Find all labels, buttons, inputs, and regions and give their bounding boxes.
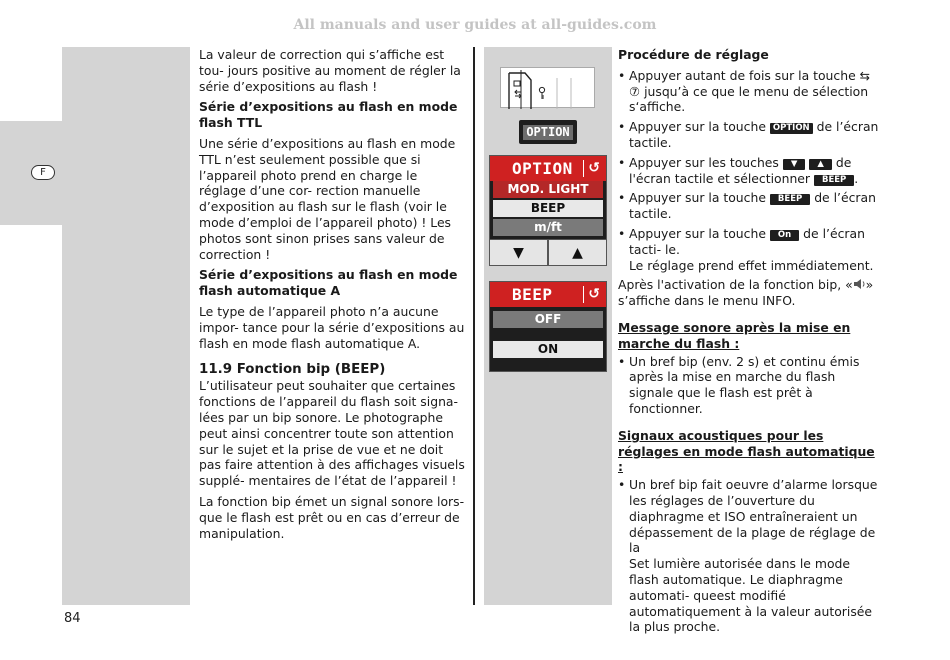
beep-key-icon: BEEP [814,175,854,186]
page-number: 84 [64,611,81,626]
menu-item-beep[interactable]: BEEP [493,200,603,217]
beep-intro: L’utilisateur peut souhaiter que certaines fonctions de l’appareil du flash soit signa- lées par un bip sonore. Le photographe peut ainsi concentrer toute son attention sur le sujet et la prise de vue et ne doit pas faire attention à des affichages visuels supplé- mentaires de l’état de l’appareil ! [199,378,465,489]
watermark: All manuals and user guides at all-guides.com [293,17,657,33]
option-key-icon: OPTION [770,123,813,134]
beep-option-off[interactable]: OFF [493,311,603,328]
left-margin-band [62,47,190,605]
speaker-icon [853,278,866,290]
on-key-icon: On [770,230,799,241]
auto-text: Le type de l’appareil photo n’a aucune impor- tance pour la série d’expositions au flash en mode flash automatique A. [199,303,465,351]
back-icon[interactable]: ↺ [583,160,600,177]
down-key-icon: ▼ [783,159,806,170]
step-2: • Appuyer sur la touche OPTION de l’écran tactile. [618,119,883,151]
menu-item-mod-light[interactable]: MOD. LIGHT [493,181,603,198]
left-column [199,47,467,546]
info-note: Après l'activation de la fonction bip, « » s’affiche dans le menu INFO. [618,277,874,309]
mode-key-icon: ⇆ ⑦ [629,67,871,99]
option-button[interactable]: OPTION [519,120,577,144]
beep-option-on[interactable]: ON [493,341,603,358]
option-menu-header [490,156,606,181]
beep-menu-header [490,282,606,307]
step-4: • Appuyer sur la touche BEEP de l’écran tactile. [618,190,883,222]
language-badge: F [31,165,55,180]
correction-note: La valeur de correction qui s’affiche est tou- jours positive au moment de régler la série d’expositions au flash ! [199,47,461,94]
auto-heading: Série d’expositions au flash en mode flash automatique A [199,267,458,299]
auto-signal-bullet: • Un bref bip fait oeuvre d’alarme lorsque les réglages de l’ouverture du diaphragme et ISO entraîneraient un dépassement de la plage de réglage de la Set lumière autorisée dans le mode flash automatique. Le diaphragme automati- queest modifié automatiquement à la valeur autorisée la plus proche. [618,477,883,635]
step-3: • Appuyer sur les touches ▼ ▲ de l'écran tactile et sélectionner BEEP . [618,155,883,187]
beep-menu-screen [489,281,607,372]
down-arrow-button[interactable]: ▼ [513,244,524,261]
auto-signal-heading: Signaux acoustiques pour les réglages en mode flash automatique : [618,427,875,475]
back-icon[interactable]: ↺ [583,286,600,303]
menu-item-units[interactable]: m/ft [493,219,603,236]
startup-sound-heading: Message sonore après la mise en marche du flash : [618,319,851,351]
up-key-icon: ▲ [809,159,832,170]
column-divider [473,47,475,605]
option-menu-screen [489,155,607,266]
step-1: • Appuyer autant de fois sur la touche ⇆ ⑦ jusqu’à ce que le menu de sélection s‘affiche. [618,68,883,115]
section-title: 11.9 Fonction bip (BEEP) [199,362,386,378]
beep-key-icon: BEEP [770,194,810,205]
beep-purpose: La fonction bip émet un signal sonore lors- que le flash est prêt ou en cas d’erreur de manipulation. [199,493,465,541]
option-menu-title: OPTION [512,159,573,178]
beep-menu-title: BEEP [512,285,553,304]
ttl-heading: Série d’expositions au flash en mode flash TTL [199,99,458,131]
right-column [618,47,883,639]
step-5: • Appuyer sur la touche On de l’écran tacti- le. Le réglage prend effet immédiatement. [618,226,883,273]
up-arrow-button[interactable]: ▲ [547,240,606,265]
menu-nav-row [490,239,606,265]
startup-sound-bullet: • Un bref bip (env. 2 s) et continu émis après la mise en marche du flash signale que le flash est prêt à fonctionner. [618,354,883,417]
ttl-text: Une série d’expositions au flash en mode TTL n’est seulement possible que si l’appareil photo prend en charge le réglage d’une cor- rection manuelle d’exposition au flash sur le flash (voir le mode d’emploi de l’appareil photo) ! Les photos sont sinon prises sans valeur de correction ! [199,135,456,262]
procedure-heading: Procédure de réglage [618,47,769,62]
device-keys-illustration [500,67,595,108]
